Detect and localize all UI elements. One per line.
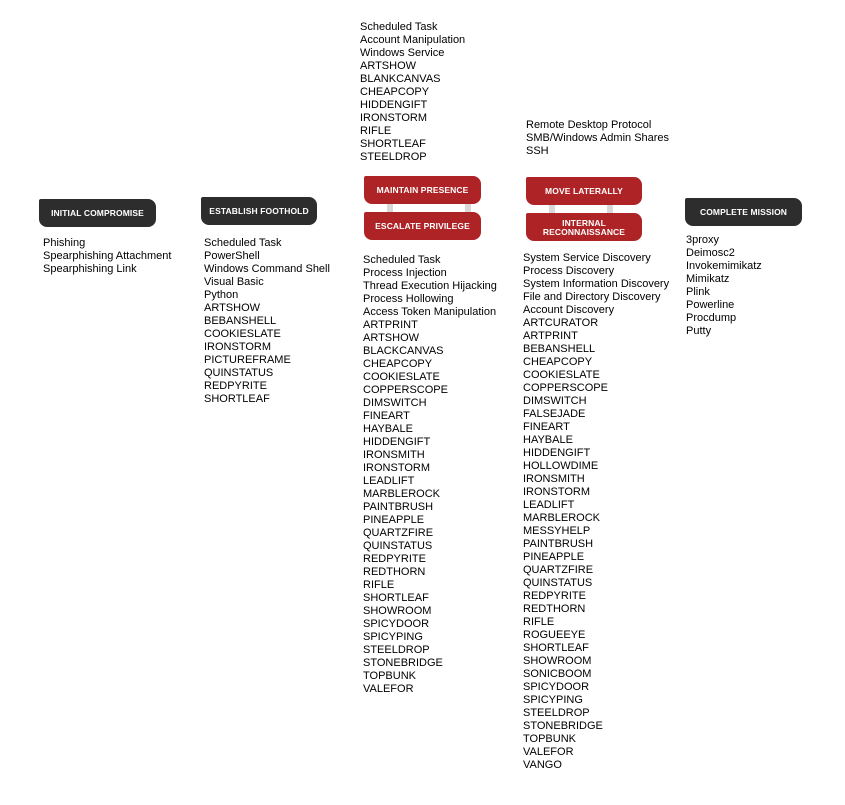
list-item: IRONSTORM: [204, 341, 272, 353]
list-item: COPPERSCOPE: [363, 384, 448, 396]
list-item: ARTPRINT: [363, 319, 418, 331]
connector-right: [607, 205, 613, 213]
list-item: STEELDROP: [360, 151, 427, 163]
list-item: QUINSTATUS: [523, 577, 593, 589]
list-item: SPICYDOOR: [363, 618, 430, 630]
list-item: Spearphishing Link: [43, 263, 137, 275]
list-item: MARBLEROCK: [363, 488, 441, 500]
list-item: BEBANSHELL: [204, 315, 277, 327]
list-item: TOPBUNK: [523, 733, 576, 745]
list-item: COPPERSCOPE: [523, 382, 608, 394]
list-item: RIFLE: [523, 616, 555, 628]
list-item: Account Discovery: [523, 304, 615, 316]
stage-label: INITIAL COMPROMISE: [51, 207, 144, 218]
list-item: SHOWROOM: [523, 655, 592, 667]
list-item: HAYBALE: [363, 423, 413, 435]
list-item: Remote Desktop Protocol: [526, 119, 652, 131]
establish-foothold-list: [204, 237, 330, 406]
list-item: ARTSHOW: [360, 60, 417, 72]
list-item: IRONSTORM: [523, 486, 591, 498]
list-item: Access Token Manipulation: [363, 306, 497, 318]
stage-establish-foothold: [201, 197, 317, 225]
list-item: Visual Basic: [204, 276, 264, 288]
list-item: Spearphishing Attachment: [43, 250, 172, 262]
list-item: STEELDROP: [363, 644, 430, 656]
connector-left: [387, 204, 393, 212]
list-item: CHEAPCOPY: [523, 356, 593, 368]
list-item: VALEFOR: [523, 746, 574, 758]
list-item: PAINTBRUSH: [363, 501, 434, 513]
list-item: Process Discovery: [523, 265, 615, 277]
list-item: HIDDENGIFT: [523, 447, 591, 459]
list-item: REDPYRITE: [204, 380, 267, 392]
list-item: QUARTZFIRE: [523, 564, 594, 576]
move-laterally-list: [526, 119, 669, 158]
maintain-presence-list: [360, 21, 465, 164]
list-item: SHOWROOM: [363, 605, 432, 617]
list-item: REDTHORN: [363, 566, 426, 578]
list-item: STONEBRIDGE: [523, 720, 603, 732]
stage-move-laterally: [526, 177, 642, 205]
list-item: IRONSMITH: [523, 473, 585, 485]
list-item: System Information Discovery: [523, 278, 670, 290]
list-item: ROGUEEYE: [523, 629, 586, 641]
list-item: HIDDENGIFT: [360, 99, 428, 111]
list-item: Plink: [686, 286, 710, 298]
list-item: BEBANSHELL: [523, 343, 596, 355]
list-item: HOLLOWDIME: [523, 460, 599, 472]
list-item: RIFLE: [363, 579, 395, 591]
list-item: LEADLIFT: [523, 499, 575, 511]
stage-label: ESTABLISH FOOTHOLD: [209, 205, 309, 216]
list-item: DIMSWITCH: [523, 395, 587, 407]
list-item: ARTCURATOR: [523, 317, 599, 329]
list-item: COOKIESLATE: [204, 328, 281, 340]
list-item: SHORTLEAF: [360, 138, 426, 150]
stage-complete-mission: [685, 198, 802, 226]
stage-label: MAINTAIN PRESENCE: [376, 184, 469, 195]
list-item: Scheduled Task: [363, 254, 441, 266]
stage-label: COMPLETE MISSION: [699, 206, 788, 217]
list-item: SPICYPING: [363, 631, 423, 643]
complete-mission-list: [686, 234, 762, 338]
list-item: REDPYRITE: [363, 553, 426, 565]
stage-label: INTERNAL RECONNAISSANCE: [542, 217, 626, 237]
stage-maintain-presence: [364, 176, 481, 204]
list-item: SMB/Windows Admin Shares: [526, 132, 670, 144]
list-item: Windows Command Shell: [204, 263, 330, 275]
list-item: PICTUREFRAME: [204, 354, 291, 366]
list-item: SHORTLEAF: [363, 592, 429, 604]
list-item: IRONSTORM: [363, 462, 431, 474]
list-item: File and Directory Discovery: [523, 291, 661, 303]
list-item: FINEART: [363, 410, 410, 422]
list-item: IRONSTORM: [360, 112, 428, 124]
list-item: MESSYHELP: [523, 525, 591, 537]
list-item: ARTPRINT: [523, 330, 578, 342]
list-item: Scheduled Task: [204, 237, 282, 249]
list-item: CHEAPCOPY: [363, 358, 433, 370]
escalate-privilege-list: [363, 254, 497, 696]
initial-compromise-list: [43, 237, 171, 276]
list-item: Putty: [686, 325, 712, 337]
list-item: TOPBUNK: [363, 670, 416, 682]
list-item: QUINSTATUS: [363, 540, 433, 552]
list-item: FINEART: [523, 421, 570, 433]
connector-left: [549, 205, 555, 213]
list-item: PAINTBRUSH: [523, 538, 594, 550]
list-item: Powerline: [686, 299, 735, 311]
list-item: VALEFOR: [363, 683, 414, 695]
list-item: Scheduled Task: [360, 21, 438, 33]
list-item: IRONSMITH: [363, 449, 425, 461]
list-item: ARTSHOW: [204, 302, 261, 314]
list-item: DIMSWITCH: [363, 397, 427, 409]
list-item: REDPYRITE: [523, 590, 586, 602]
list-item: QUINSTATUS: [204, 367, 274, 379]
internal-reconnaissance-list: [523, 252, 669, 772]
list-item: VANGO: [523, 759, 562, 771]
list-item: BLANKCANVAS: [360, 73, 441, 85]
stage-internal-reconnaissance: [526, 213, 642, 241]
list-item: LEADLIFT: [363, 475, 415, 487]
list-item: COOKIESLATE: [523, 369, 600, 381]
list-item: Thread Execution Hijacking: [363, 280, 497, 292]
list-item: Python: [204, 289, 239, 301]
list-item: QUARTZFIRE: [363, 527, 434, 539]
stage-escalate-privilege: [364, 212, 481, 240]
list-item: MARBLEROCK: [523, 512, 601, 524]
list-item: Process Injection: [363, 267, 447, 279]
list-item: Phishing: [43, 237, 86, 249]
list-item: HIDDENGIFT: [363, 436, 431, 448]
list-item: SHORTLEAF: [523, 642, 589, 654]
list-item: SONICBOOM: [523, 668, 592, 680]
stage-label: MOVE LATERALLY: [545, 185, 623, 196]
list-item: PINEAPPLE: [523, 551, 585, 563]
list-item: SPICYDOOR: [523, 681, 590, 693]
list-item: CHEAPCOPY: [360, 86, 430, 98]
list-item: STONEBRIDGE: [363, 657, 443, 669]
list-item: FALSEJADE: [523, 408, 586, 420]
list-item: SSH: [526, 145, 549, 157]
list-item: Deimosc2: [686, 247, 735, 259]
stage-initial-compromise: [39, 199, 156, 227]
list-item: COOKIESLATE: [363, 371, 440, 383]
list-item: PINEAPPLE: [363, 514, 425, 526]
list-item: REDTHORN: [523, 603, 586, 615]
list-item: Windows Service: [360, 47, 445, 59]
list-item: Account Manipulation: [360, 34, 466, 46]
list-item: 3proxy: [686, 234, 720, 246]
list-item: Procdump: [686, 312, 737, 324]
list-item: SHORTLEAF: [204, 393, 270, 405]
connector-right: [465, 204, 471, 212]
list-item: SPICYPING: [523, 694, 583, 706]
list-item: ARTSHOW: [363, 332, 420, 344]
list-item: Mimikatz: [686, 273, 730, 285]
list-item: BLACKCANVAS: [363, 345, 444, 357]
list-item: System Service Discovery: [523, 252, 651, 264]
list-item: Invokemimikatz: [686, 260, 762, 272]
list-item: RIFLE: [360, 125, 392, 137]
list-item: STEELDROP: [523, 707, 590, 719]
list-item: PowerShell: [204, 250, 260, 262]
list-item: HAYBALE: [523, 434, 573, 446]
list-item: Process Hollowing: [363, 293, 454, 305]
stage-label: ESCALATE PRIVILEGE: [375, 220, 470, 231]
